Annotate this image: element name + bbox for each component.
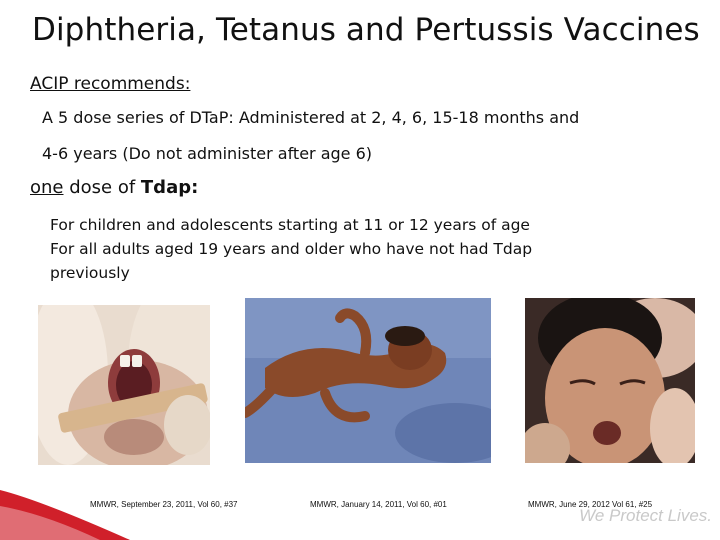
- photo-diphtheria: [38, 305, 210, 465]
- tdap-item-3: previously: [50, 264, 130, 282]
- acip-heading: ACIP recommends:: [30, 74, 191, 94]
- tdap-one: one: [30, 177, 64, 198]
- photo-pertussis: [525, 298, 695, 463]
- tdap-bold: Tdap:: [140, 177, 199, 198]
- slide-title: Diphtheria, Tetanus and Pertussis Vaccines: [32, 12, 700, 48]
- red-swoosh-logo: [0, 470, 130, 540]
- photo-tetanus: [245, 298, 491, 463]
- tdap-item-1: For children and adolescents starting at 11 or 12 years of age: [50, 216, 530, 234]
- caption-diphtheria: MMWR, September 23, 2011, Vol 60, #37: [90, 500, 238, 509]
- dtap-series-line1: A 5 dose series of DTaP: Administered at 2, 4, 6, 15-18 months and: [42, 108, 580, 127]
- caption-tetanus: MMWR, January 14, 2011, Vol 60, #01: [310, 500, 447, 509]
- caption-pertussis: MMWR, June 29, 2012 Vol 61, #25: [528, 500, 653, 509]
- tdap-mid: dose of: [63, 177, 141, 198]
- tdap-item-2: For all adults aged 19 years and older who have not had Tdap: [50, 240, 533, 258]
- footer-tagline: We Protect Lives.: [579, 506, 712, 525]
- tdap-heading: [30, 177, 198, 198]
- dtap-series-line2: 4-6 years (Do not administer after age 6): [42, 144, 373, 163]
